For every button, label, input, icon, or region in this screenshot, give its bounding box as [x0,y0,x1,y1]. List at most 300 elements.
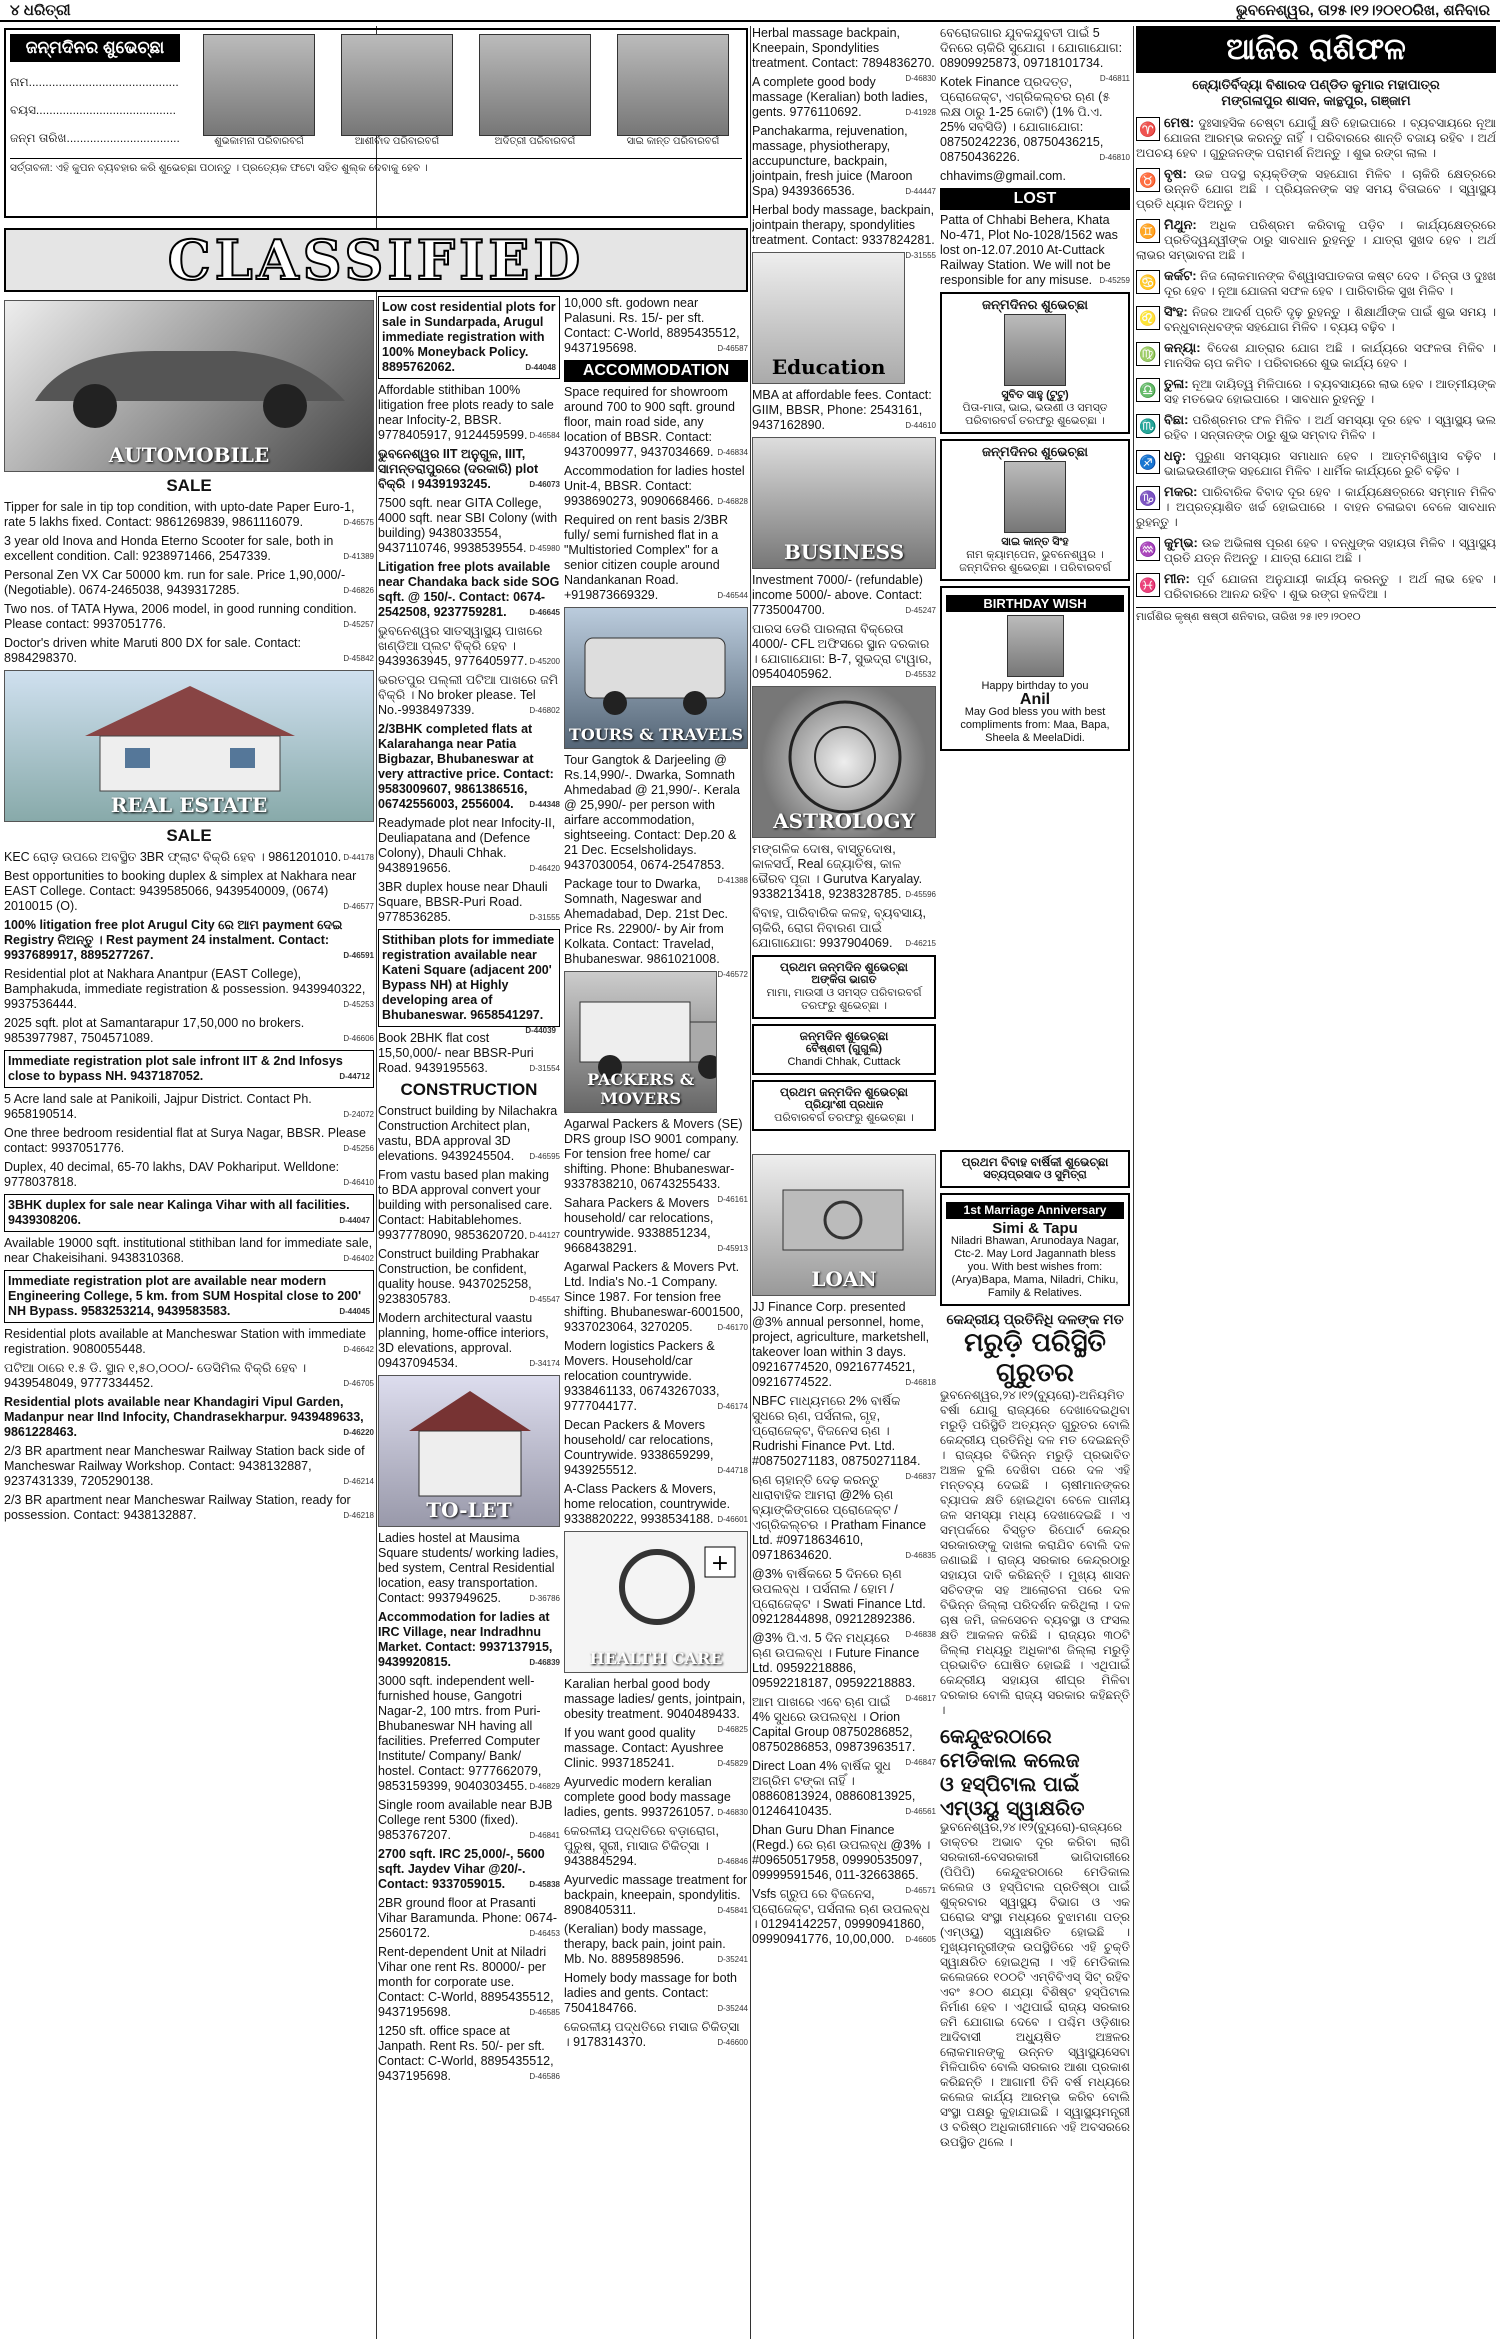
classified-ad [564,513,748,603]
ad-code: D-44048 [525,363,556,372]
ad-code: D-46846 [717,1857,748,1866]
ad-text: Residential plots available near Khandagiri Vipul Garden, Madanpur near IInd Infocity, Chandrasekharpur. 9439489633, 9861228463. [4,1395,364,1439]
classified-ad [4,534,374,564]
classified-ad [378,929,560,1035]
classified-ad [4,1444,374,1489]
rashi-entry [1136,340,1496,371]
ad-code: D-44178 [343,853,374,862]
realestate-banner [4,670,374,822]
ad-code: D-46841 [529,1831,560,1840]
classified-ad [378,1798,560,1843]
rashi-text: ପରିଶ୍ରମର ଫଳ ମିଳିବ । ଅର୍ଥ ସମସ୍ୟା ଦୂର ହେବ । ସ୍ୱାସ୍ଥ୍ୟ ଭଲ ରହିବ । ସନ୍ତାନଙ୍କ ଠାରୁ ଶୁଭ ସମ୍ବାଦ ମିଳିବ । [1164,413,1496,442]
tolet-label: TO-LET [426,1498,512,1522]
ad-code: D-45842 [343,654,374,663]
ad-text: Vsfs ଗ୍ରୁପ ରେ ବିଜନେସ, ପ୍ରୋଜେକ୍ଟ, ପର୍ସନାଲ ଋଣ ଉପଲବ୍ଧ । 01294142257, 09990941860, 09990941776, 10,00,000. [752,1887,930,1946]
coupon-field-date: ଜନ୍ମ ତାରିଖ.................................. [10,131,180,145]
story2-headline-1: କେନ୍ଦୁଝରଠାରେ ମେଡିକାଲ କଲେଜ [940,1724,1080,1772]
ad-text: Construct building Prabhakar Construction, be confident, quality house. 9437025258, 9238305783. [378,1247,540,1306]
column-2a [378,296,560,2336]
ad-text: Accommodation for ladies hostel Unit-4, BBSR. Contact: 9938690273, 9090668466. [564,464,745,508]
ad-text: Personal Zen VX Car 50000 km. run for sale. Price 1,90,000/- (Negotiable). 0674-2465038, 9439317285. [4,568,346,597]
ad-text: Litigation free plots available near Chandaka back side SOG sqft. @ 150/-. Contact: 0674-2542508, 9237759281. [378,560,560,619]
classified-ad [564,1922,748,1967]
ad-text: 2/3BHK completed flats at Kalarahanga near Patia Bigbazar, Bhubaneswar at very attractive price. Contact: 9583009607, 9861386516, 06742556003, 2556004. [378,722,554,811]
ad-text: ବିବାହ, ପାରିବାରିକ କଳହ, ବ୍ୟବସାୟ, ଚାକିରି, ରୋଗ ନିବାରଣ ପାଇଁ ଯୋଗାଯୋଗ: 9937904069. [752,906,927,950]
ad-code: D-31555 [529,913,560,922]
ad-code: D-45913 [717,1244,748,1253]
health-banner [564,1531,748,1673]
ad-code: D-44127 [529,1231,560,1240]
ad-text: Residential plot at Nakhara Anantpur (EAST College), Bamphakuda, immediate registration & possession. 9439940322, 9937536444. [4,967,366,1011]
loan-ads [752,1300,936,1947]
birthday-photo [1007,615,1064,677]
ad-text: Agarwal Packers & Movers Pvt. Ltd. India's No.-1 Company. Since 1987. For tension free shifting. Bhubaneswar-6001500, 9337023064, 3270205. [564,1260,744,1334]
ad-text: Tipper for sale in tip top condition, with upto-date Paper Euro-1, rate 5 lakhs fixed. Contact: 9861269839, 9861116079. [4,500,355,529]
classified-ad [564,1971,748,2016]
ad-text: Space required for showroom around 700 to 900 sqft. ground floor, main road side, any location of BBSR. Contact: 9437009977, 9437034669. [564,385,735,459]
ad-text: 7500 sqft. near GITA College, 4000 sqft. near SBI Colony (with building) 9438033554, 9437110746, 9938539554. [378,496,558,555]
greeting-name: ବୈଷ୍ଣବୀ (ଗୁଗୁଲି) [805,1043,883,1055]
ad-code: D-36786 [529,1594,560,1603]
ad-code: D-45253 [343,1000,374,1009]
ad-text: Best opportunities to booking duplex & simplex at Nakhara near EAST College. Contact: 9439585066, 9439540009, (0674) 2010015 (O). [4,869,357,913]
photo-caption: ଆଶୀର୍ବାଦ ପରିବାରବର୍ଗ [354,136,440,147]
classified-ad [4,568,374,598]
rashi-text: ବିଦେଶ ଯାତ୍ରାର ଯୋଗ ଅଛି । କାର୍ଯ୍ୟରେ ସଫଳତା ମିଳିବ । ମାନସିକ ଚାପ କମିବ । ପରିବାରରେ ଶୁଭ କାର୍ଯ୍ୟ ହେବ । [1164,341,1496,370]
ad-code: D-46220 [343,1428,374,1437]
classified-ad [4,500,374,530]
classified-ad [4,636,374,666]
date-line: ଭୁବନେଶ୍ୱର, ତା୨୫।୧୨।୨୦୧୦ରିଖ, ଶନିବାର [1235,1,1490,19]
sample-photo [479,34,591,152]
rashi-sign: ମେଷ: [1164,115,1195,130]
ad-code: D-46577 [343,902,374,911]
classified-ad [752,1300,936,1390]
ad-text: ଭୁବନେଶ୍ୱର ସାତସ୍ୱାସ୍ଥ୍ୟ ପାଖରେ ଖଣ୍ଡିଆ ପ୍ଲଟ ବିକ୍ରି ହେବ । 9439363945, 9776405977. [378,624,543,668]
ad-code: D-46214 [343,1477,374,1486]
wedding-names: ସତ୍ୟପ୍ରସାଦ ଓ ସୁମିତ୍ରା [983,1169,1087,1181]
ad-code: D-46705 [343,1379,374,1388]
ad-code: D-46585 [529,2008,560,2017]
ad-text: Decan Packers & Movers household/ car relocations, Countrywide. 9338659299, 9439255512. [564,1418,714,1477]
greeting-name: ପ୍ରିୟାଂଶୀ ପ୍ରଧାନ [804,1099,884,1111]
birthday-wish-box [940,586,1130,751]
photo-caption: ଶୁଭକାମନା ପରିବାରବର୍ଗ [214,136,304,147]
classified-ad [378,880,560,925]
money-icon [753,1160,936,1270]
ad-code: D-46571 [905,1886,936,1895]
lost-notice [940,213,1130,288]
greeting-message: ପରିବାରବର୍ଗ ତରଫରୁ ଶୁଭେଚ୍ଛା । [774,1112,914,1124]
rashifal-byline: ଜ୍ୟୋତିର୍ବିଦ୍ୟା ବିଶାରଦ ପଣ୍ଡିତ କୁମାର ମହାପାତ୍ର [1192,77,1440,92]
classified-ad [4,1160,374,1190]
rashi-sign: ମକର: [1164,484,1198,499]
greeting-name: ସୁବିତ ସାହୁ (ଟୁଟୁ) [1001,389,1069,401]
classified-ad [378,722,560,812]
ad-code: D-46601 [717,1515,748,1524]
rashifal-title: ଆଜିର ରାଶିଫଳ [1136,26,1496,73]
rashi-text: ନିଜର ଆଦର୍ଶ ପ୍ରତି ଦୃଢ଼ ରୁହନ୍ତୁ । ଶିକ୍ଷାର୍ଥୀଙ୍କ ପାଇଁ ଶୁଭ ସମୟ । ବନ୍ଧୁବାନ୍ଧବଙ୍କ ସହଯୋଗ ମିଳିବ । ବ୍ୟୟ ବଢ଼ିବ । [1164,305,1496,334]
classified-ad [564,464,748,509]
tolet-banner [378,1375,560,1527]
classified-ad [378,624,560,669]
photo-caption: ଅଦିତ୍ରୀ ପରିବାରବର୍ଗ [494,136,576,147]
ad-code: D-46575 [343,518,374,527]
ad-text: ପଟିଆ ଠାରେ ୧.୫ ଡି. ସ୍ଥାନ ୧,୫୦,୦୦୦/- ଡେସିମିଲ ବିକ୍ରି ହେବ । 9439548049, 9777334452. [4,1361,307,1390]
ad-text: କେରଳୀୟ ପଦ୍ଧତିରେ ମସାଜ ଚିକିତ୍ସା । 9178314370. [564,2020,740,2049]
rashi-sign: ସିଂହ: [1164,304,1188,319]
ad-text: One three bedroom residential flat at Surya Nagar, BBSR. Please contact: 9937051776. [4,1126,366,1155]
building-icon [379,1381,560,1501]
classified-ad [564,1339,748,1414]
ad-code: D-46402 [343,1254,374,1263]
rashi-entry [1136,535,1496,566]
ad-text: ବେରୋଜଗାର ଯୁବକଯୁବତୀ ପାଇଁ 5 ଦିନରେ ଚାକିରି ସୁଯୋଗ । ଯୋଗାଯୋଗ: 08909925873, 09718101734. [940,26,1123,70]
ad-code: D-46410 [343,1178,374,1187]
rashi-entry [1136,304,1496,335]
ad-code: D-46572 [717,970,748,979]
ad-text: Tour Gangtok & Darjeeling @ Rs.14,990/-. Dwarka, Somnath Ahmedabad @ 21,990/-. Kerala @ 25,990/- per person with airfare accommodation, sightseeing. Contact: Dep.20 & 21 Dec. Ecselsholidays. 9437030054, 0674-2547853. [564,753,740,872]
classified-ad [4,1236,374,1266]
ad-text: 2/3 BR apartment near Mancheswar Railway Station, ready for possession. Contact: 9438132887. [4,1493,351,1522]
classified-ad [752,906,936,951]
ad-text: JJ Finance Corp. presented @3% annual personnel, home, project, agriculture, marketshell, takeover loan within 3 days. 09216774520, 09216774521, 09216774522. [752,1300,930,1389]
classified-ad [564,385,748,460]
plot-ads [378,296,560,1076]
rashi-text: ଉଚ୍ଚ ଅଭିଳାଷ ପୂରଣ ହେବ । ବନ୍ଧୁଙ୍କ ସହାୟତା ମିଳିବ । ସ୍ୱାସ୍ଥ୍ୟ ପ୍ରତି ଯତ୍ନ ନିଅନ୍ତୁ । ଯାତ୍ରା ଯୋଗ ଅଛି । [1164,536,1496,565]
svg-text:+: + [710,1551,730,1576]
wedding-box [940,1150,1130,1188]
ad-code: D-46810 [1099,153,1130,162]
ad-code: D-46834 [717,448,748,457]
classified-ad [4,850,374,865]
greeting-title: ଜନ୍ମଦିନ ଶୁଭେଚ୍ଛା [799,1029,889,1043]
ad-text: 1250 sft. office space at Janpath. Rent Rs. 50/- per sft. Contact: C-World, 8895435512, 9437195698. [378,2024,554,2083]
ad-text: Herbal massage backpain, Kneepain, Spondylities treatment. Contact: 7894836270. [752,26,935,70]
ad-text: Homely body massage for both ladies and gents. Contact: 7504184766. [564,1971,738,2015]
classified-ad [378,383,560,443]
ad-code: D-44712 [339,1072,370,1081]
ad-code: D-44348 [529,800,560,809]
ad-code: D-41389 [343,552,374,561]
ad-text: Readymade plot near Infocity-II, Deuliapatana and (Defence Colony), Dhauli Chhak. 9438919656. [378,816,556,875]
construction-ads [378,1104,560,1371]
car-icon [5,311,374,441]
ad-text: A-Class Packers & Movers, home relocation, countrywide. 9338820222, 9938534188. [564,1482,731,1526]
rashifal-footer: ମାର୍ଗଶିର କୃଷ୍ଣ ଷଷ୍ଠୀ ଶନିବାର, ତାରିଖ ୨୫।୧୨।୨୦୧୦ [1136,607,1496,624]
ad-code: D-45838 [529,1880,560,1889]
story2-headline-2: ଓ ହସ୍ପିଟାଲ ପାଇଁ ଏମ୍‌ଓୟୁ ସ୍ୱାକ୍ଷରିତ [940,1772,1085,1820]
birthday-coupon [4,28,748,218]
birthday-msg: May God bless you with best compliments from: Maa, Bapa, Sheela & MeelaDidi. [960,706,1110,744]
ad-code: D-46420 [529,864,560,873]
ad-code: D-44039 [525,1026,556,1035]
ad-code: D-46170 [717,1323,748,1332]
ad-text: Book 2BHK flat cost 15,50,000/- near BBSR-Puri Road. 9439195563. [378,1031,534,1075]
ad-code: D-46818 [905,1378,936,1387]
business-ads [752,573,936,682]
classified-ad [564,1117,748,1204]
rashifal-column [1136,26,1496,2336]
realestate-label: REAL ESTATE [110,793,268,817]
classified-ad [564,1260,748,1335]
zodiac-sign-icon: ♉ [1136,168,1160,192]
realestate-ads [4,850,374,1523]
ad-code: D-45247 [905,606,936,615]
zodiac-sign-icon: ♏ [1136,414,1160,438]
education-banner [752,252,905,384]
greeting-photo [1004,461,1066,533]
finance-ads [940,26,1130,165]
ad-code: D-45532 [905,670,936,679]
anniversary-msg: Niladri Bhawan, Arunodaya Nagar, Ctc-2. May Lord Jagannath bless you. With best wishes from: (Arya)Bapa, Mama, Niladri, Chiku, Family & Relatives. [950,1235,1120,1299]
rashi-sign: କୁମ୍ଭ: [1164,535,1198,550]
ad-text: Investment 7000/- (refundable) income 5000/- above. Contact: 7735004700. [752,573,923,617]
ad-code: D-45256 [343,1144,374,1153]
ad-text: Herbal body massage, backpain, jointpain therapy, spondylities treatment. Contact: 9337824281. [752,203,935,247]
ad-text: Kotek Finance ପ୍ରଦତ୍ତ, ପ୍ରୋଜେକ୍ଟ, ଏଗ୍ରିକଲ୍ଚର ଋଣ (୫ ଲକ୍ଷ ଠାରୁ 1-25 କୋଟି) (1% ପି.ଏ. 25% ସବସିଡି) । ଯୋଗାଯୋଗ: 08750242236, 08750436215, 08750436226. [940,75,1111,164]
greeting-title: ଜନ୍ମଦିନର ଶୁଭେଚ୍ଛା [982,444,1088,459]
business-label: BUSINESS [783,540,905,564]
ad-text: 3000 sqft. independent well-furnished house, Gangotri Nagar-2, 100 mtrs. from Puri-Bhubaneswar NH having all facilities. Preferred Computer Institute/ Company/ Bank/ hostel. Contact: 9777662079, 9853159399, 9040303455. [378,1674,542,1793]
rashi-text: ଉଚ୍ଚ ପଦସ୍ଥ ବ୍ୟକ୍ତିଙ୍କ ସହଯୋଗ ମିଳିବ । ଚାକିରି କ୍ଷେତ୍ରରେ ଉନ୍ନତି ଯୋଗ ଅଛି । ପ୍ରିୟଜନଙ୍କ ସହ ସମୟ ବିତାଇବେ । ସ୍ୱାସ୍ଥ୍ୟ ପ୍ରତି ଧ୍ୟାନ ଦିଅନ୍ତୁ । [1136,167,1496,211]
rashi-entry [1136,217,1496,263]
ad-code: D-46645 [529,608,560,617]
ad-text: From vastu based plan making to BDA approval convert your building with personalised care. Contact: Habitablehomes. 9937778090, 9853620720. [378,1168,553,1242]
anniversary-names: Simi & Tapu [992,1220,1078,1237]
ad-code: D-46828 [717,497,748,506]
story1-headline: ମରୁଡ଼ି ପରିସ୍ଥିତି ଗୁରୁତର [964,1328,1106,1388]
classified-ad [378,1531,560,1606]
photo-caption: ସାଇ କାନ୍ତ ପରିବାରବର୍ଗ [626,136,720,147]
column-3a [752,26,936,1146]
anniversary-box [940,1193,1130,1306]
lost-text: Patta of Chhabi Behera, Khata No-471, Plot No-1028/1562 was lost on-12.07.2010 At-Cuttack Railway Station. We will not be responsible for any misuse. [940,213,1118,287]
wedding-heading: ପ୍ରଥମ ବିବାହ ବାର୍ଷିକୀ ଶୁଭେଚ୍ଛା [961,1155,1109,1169]
ad-text: 2BR ground floor at Prasanti Vihar Baramunda. Phone: 0674-2560172. [378,1896,558,1940]
rashi-text: ଅଧିକ ପରିଶ୍ରମ କରିବାକୁ ପଡ଼ିବ । କାର୍ଯ୍ୟକ୍ଷେତ୍ରରେ ପ୍ରତିଦ୍ୱନ୍ଦ୍ୱୀଙ୍କ ଠାରୁ ସାବଧାନ ରୁହନ୍ତୁ । ଯାତ୍ରା ସୁଖଦ ହେବ । ଅର୍ଥ ଲାଭର ସମ୍ଭାବନା ଅଛି । [1136,218,1496,262]
education-label: Education [771,355,886,379]
rashi-sign: ଧନୁ: [1164,448,1187,463]
tours-ads [564,753,748,979]
ad-code: D-46600 [717,2038,748,2047]
ad-code: D-46215 [905,939,936,948]
tours-banner [564,607,748,749]
accommodation-heading: ACCOMMODATION [564,360,748,382]
ad-code: D-46218 [343,1511,374,1520]
ad-text: ଭୁବନେଶ୍ୱର IIT ଅନୁଗୁଳ, IIIT, ସାମନ୍ତରାପୁରରେ (ଦରକାରି) plot ବିକ୍ରି । 9439193245. [378,447,539,491]
classified-ad [4,1493,374,1523]
ad-text: 10,000 sft. godown near Palasuni. Rs. 15/- per sft. Contact: C-World, 8895435512, 9437195698. [564,296,740,355]
anniversary-heading: 1st Marriage Anniversary [946,1202,1124,1219]
ad-text: (Keralian) body massage, therapy, back pain, joint pain. Mb. No. 8895898596. [564,1922,726,1966]
ad-code: D-45547 [529,1295,560,1304]
zodiac-sign-icon: ♊ [1136,219,1160,243]
classified-ad [4,918,374,963]
ad-text: Ladies hostel at Mausima Square students/ working ladies, bed system, Central Residential location, easy transportation. Contact: 9937949625. [378,1531,559,1605]
accommodation-ads [564,385,748,603]
movers-ads [564,1117,748,1527]
ad-code: D-44047 [339,1216,370,1225]
rashi-entry [1136,376,1496,407]
bus-icon [565,618,748,728]
ad-text: କେରଳୀୟ ପଦ୍ଧତିରେ ବଡ଼ାରୋଗ, ପୁରୁଷ, ସ୍ତ୍ରୀ, ମାସାଜ ଚିକିତ୍ସା । 9438845294. [564,1824,719,1868]
zodiac-sign-icon: ♐ [1136,450,1160,474]
automobile-label: AUTOMOBILE [108,443,270,467]
house-icon [5,676,374,796]
sample-photo [341,34,453,152]
classified-ad [564,1482,748,1527]
column-2b [564,296,748,2336]
rashi-sign: କର୍କଟ: [1164,268,1197,283]
classified-ad [4,602,374,632]
classified-ad [4,1126,374,1156]
greeting-box [940,439,1130,581]
ad-text: @3% ପି.ଏ. 5 ଦିନ ମଧ୍ୟରେ ଋଣ ଉପଲବ୍ଧ । Future Finance Ltd. 09592218886, 09592218187, 09592218883. [752,1631,920,1690]
ad-text: Stithiban plots for immediate registration available near Kateni Square (adjacent 200' Bypass NH) at Highly developing area of Bhubaneswar. 9658541297. [382,933,555,1022]
ad-code: D-34174 [529,1359,560,1368]
birthday-wish-heading: BIRTHDAY WISH [946,595,1124,612]
greeting-box [752,1080,936,1131]
ad-code: D-46561 [905,1807,936,1816]
classified-ad [378,1945,560,2020]
classified-ad [4,1194,374,1232]
ad-code: D-46830 [717,1808,748,1817]
ad-text: Rent-dependent Unit at Niladri Vihar one rent Rs. 80000/- per month for corporate use. Contact: C-World, 8895435512, 9437195698. [378,1945,554,2019]
classified-ad [752,842,936,902]
rashi-entry [1136,448,1496,479]
rashi-sign: କନ୍ୟା: [1164,340,1201,355]
ad-text: Two nos. of TATA Hywa, 2006 model, in good running condition. Please contact: 9937051776. [4,602,357,631]
loan-column [752,1150,936,2336]
health-label: HEALTH CARE [589,1649,723,1668]
ad-code: D-45841 [717,1906,748,1915]
classified-ad [564,2020,748,2050]
rashi-entry [1136,166,1496,212]
classified-ad [752,388,936,433]
rashi-sign: ବୃଷ: [1164,166,1187,181]
coupon-title: ଜନ୍ମଦିନର ଶୁଭେଚ୍ଛା [10,34,180,62]
greeting-message: ପିତା-ମାତା, ଭାଇ, ଭଉଣୀ ଓ ସମସ୍ତ ପରିବାରବର୍ଗ ତରଫରୁ ଶୁଭେଚ୍ଛା । [962,402,1108,427]
classified-ad [564,1873,748,1918]
ad-code: D-45596 [905,890,936,899]
greetings-list [940,292,1130,751]
classified-ad [752,203,936,260]
classified-ad [752,124,936,199]
classified-ad [378,1104,560,1164]
classified-ad [378,447,560,492]
movers-label: PACKERS & MOVERS [587,1070,695,1108]
classified-ad [564,877,748,979]
ad-code: D-44610 [905,421,936,430]
classified-ad [564,1677,748,1734]
ad-text: Direct Loan 4% ବାର୍ଷିକ ସୁଧ ଅଗ୍ରିମ ଟଙ୍କା ନାହିଁ । 08860813924, 08860813925, 01246410435. [752,1759,916,1818]
zodiac-sign-icon: ♑ [1136,486,1160,510]
ad-text: Modern architectural vaastu planning, home-office interiors, 3D elevations, approval. 09437094534. [378,1311,549,1370]
ad-code: D-44447 [905,187,936,196]
classified-ad [4,1361,374,1391]
re-sale-heading: SALE [166,826,212,845]
ad-code: D-45980 [529,544,560,553]
ad-text: If you want good quality massage. Contact: Ayushree Clinic. 9937185241. [564,1726,724,1770]
rashi-entry [1136,484,1496,530]
classified-ad [378,1847,560,1892]
ad-code: D-24072 [343,1110,374,1119]
classified-ad [378,673,560,718]
classified-ad [4,967,374,1012]
ad-text: Duplex, 40 decimal, 65-70 lakhs, DAV Pokhariput. Welldone: 9778037818. [4,1160,340,1189]
ad-text: Available 19000 sqft. institutional stithiban land for immediate sale, near Chakeisihani. 9438310368. [4,1236,373,1265]
ad-code: D-46825 [717,1725,748,1734]
ad-text: Immediate registration plot are available near modern Engineering College, 5 km. from SUM Hospital close to 200' NH Bypass. 9583253214, 9439583583. [8,1274,362,1318]
lost-heading: LOST [940,188,1130,210]
classified-ad [564,296,748,356]
ad-text: Panchakarma, rejuvenation, massage, physiotherapy, accupuncture, backpain, jointpain, fresh juice (Maroon Spa) 9439366536. [752,124,913,198]
classified-ad [752,1823,936,1895]
classified-ad [378,1674,560,1794]
greeting-title: ପ୍ରଥମ ଜନ୍ମଦିନ ଶୁଭେଚ୍ଛା [779,1085,908,1099]
ad-code: D-31555 [905,251,936,260]
ad-text: 2025 sqft. plot at Samantarapur 17,50,000 no brokers. 9853977987, 7504571089. [4,1016,305,1045]
ad-text: NBFC ମାଧ୍ୟମରେ 2% ବାର୍ଷିକ ସୁଧରେ ଋଣ, ପର୍ସନାଲ, ଗୃହ, ପ୍ରୋଜେକ୍ଟ, ବିଜନେସ ଋଣ । Rudrishi Finance Pvt. Ltd. #08750271183, 08750271184. [752,1394,921,1468]
coupon-field-name: ନାମ............................................. [10,75,179,89]
birthday-name: Anil [1019,691,1051,708]
birthday-line: Happy birthday to you [981,680,1089,692]
ad-text: ପାରସ ଡେରି ପାରଲାନା ବିକ୍ରେତା 4000/- CFL ଅଫିସରେ ସ୍ଥାନ ଦରକାର । ଯୋଗାଯୋଗ: B-7, ସୁଭଦ୍ରା ଟାୱାର, 09540405962. [752,622,932,681]
ad-text: Package tour to Dwarka, Somnath, Nageswar and Ahemadabad, Dep. 21st Dec. Price Rs. 22900/- by Air from Kolkata. Contact: Travelad, Bhubaneswar. 9861021008. [564,877,728,966]
zodiac-sign-icon: ♍ [1136,342,1160,366]
ad-text: KEC ରୋଡ଼ ଉପରେ ଅବସ୍ଥିତ 3BR ଫ୍ଲାଟ ବିକ୍ରି ହେବ । 9861201010. [4,850,342,864]
loan-label: LOAN [811,1267,877,1291]
classified-ad [378,816,560,876]
story1-kicker: କେନ୍ଦ୍ରୀୟ ପ୍ରତିନିଧି ଦଳଙ୍କ ମତ [946,1311,1124,1327]
business-banner [752,437,936,569]
rashi-sign: ବିଛା: [1164,412,1189,427]
ad-text: Dhan Guru Dhan Finance (Regd.) ରେ ଋଣ ଉପଲବ୍ଧ @3% । #09650517958, 09990535097, 09999591546, 011-32663865. [752,1823,931,1882]
greeting-name: ସାଇ କାନ୍ତ ସିଂହ [1001,536,1069,548]
ad-text: Ayurvedic modern keralian complete good body massage ladies, gents. 9937261057. [564,1775,731,1819]
classified-ad [378,496,560,556]
ad-code: D-31554 [529,1064,560,1073]
rashi-sign: ତୁଳା: [1164,376,1189,391]
classified-ad [378,1896,560,1941]
ad-text: Agarwal Packers & Movers (SE) DRS group ISO 9001 company. For tension free home/ car shifting. Phone: Bhubaneswar- 9337838210, 06743255433. [564,1117,743,1191]
ad-code: D-45259 [1099,276,1130,285]
rashifal-address: ମଙ୍ଗଳାପୁର ଶାସନ, କାନ୍ଥପୁର, ଗଞ୍ଜାମ [1221,93,1411,108]
classified-ad [4,1395,374,1440]
automobile-banner [4,300,374,472]
ad-code: D-46174 [717,1402,748,1411]
rashi-entry [1136,115,1496,161]
sale-heading: SALE [166,476,212,495]
ad-text: Doctor's driven white Maruti 800 DX for sale. Contact: 8984298370. [4,636,301,665]
ad-text: Low cost residential plots for sale in Sundarpada, Arugul immediate registration with 100% Moneyback Policy. 8895762062. [382,300,556,374]
astrology-banner [752,686,936,838]
rashi-sign: ମିଥୁନ: [1164,217,1197,232]
zodiac-sign-icon: ♒ [1136,537,1160,561]
classified-ad [564,1775,748,1820]
greeting-title: ଜନ୍ମଦିନର ଶୁଭେଚ୍ଛା [982,297,1088,312]
zodiac-wheel-icon [753,692,936,822]
coupon-note: ସର୍ତ୍ତାବଳୀ: ଏହି କୁପନ ବ୍ୟବହାର କରି ଶୁଭେଚ୍ଛା ପଠାନ୍ତୁ । ପ୍ରତ୍ୟେକ ଫଟୋ ସହିତ ଶୁଲ୍କ ଦେବାକୁ ହେବ । [10,158,742,175]
ad-code: D-46802 [529,706,560,715]
greeting-message: ନାମ କ୍ୟାମ୍ପେନ, ଭୁବନେଶ୍ୱର । ଜନ୍ମଦିନର ଶୁଭେଚ୍ଛା । ପରିବାରବର୍ଗ [959,549,1111,574]
rashi-text: ନୂଆ ଦାୟିତ୍ୱ ମିଳିପାରେ । ବ୍ୟବସାୟରେ ଲାଭ ହେବ । ଆତ୍ମୀୟଙ୍କ ସହ ମତଭେଦ ହୋଇପାରେ । ସାବଧାନ ରୁହନ୍ତୁ । [1164,377,1496,406]
story1-body: ଭୁବନେଶ୍ୱର,୨୪।୧୨(ବ୍ୟୁରୋ)-ଅନିୟମିତ ବର୍ଷା ଯୋଗୁ ରାଜ୍ୟରେ ଦେଖାଦେଇଥିବା ମରୁଡ଼ି ପରିସ୍ଥିତି ଅତ୍ୟନ୍ତ ଗୁରୁତର ବୋଲି କେନ୍ଦ୍ରୀୟ ପ୍ରତିନିଧି ଦଳ ମତ ଦେଇଛନ୍ତି । ରାଜ୍ୟର ବିଭିନ୍ନ ମରୁଡ଼ି ପ୍ରଭାବିତ ଅଞ୍ଚଳ ବୁଲି ଦେଖିବା ପରେ ଦଳ ଏହି ମନ୍ତବ୍ୟ ଦେଇଛି । ଚାଷୀମାନଙ୍କର ବ୍ୟାପକ କ୍ଷତି ହୋଇଥିବା ବେଳେ ପାନୀୟ ଜଳ ସମସ୍ୟା ମଧ୍ୟ ଦେଖାଦେଇଛି । ଏ ସମ୍ପର୍କରେ ବିସ୍ତୃତ ରିପୋର୍ଟ କେନ୍ଦ୍ର ସରକାରଙ୍କୁ ଦାଖଲ କରାଯିବ ବୋଲି ଦଳ ଜଣାଇଛି । ରାଜ୍ୟ ସରକାର କେନ୍ଦ୍ରଠାରୁ ସହାୟତା ଦାବି କରିଛନ୍ତି । ମୁଖ୍ୟ ଶାସନ ସଚିବଙ୍କ ସହ ଆଲୋଚନା ପରେ ଦଳ ବିଭିନ୍ନ ଜିଲ୍ଲା ପରିଦର୍ଶନ କରିଥିଲା । ଦଳ ଚାଷ ଜମି, ଜଳସେଚନ ବ୍ୟବସ୍ଥା ଓ ଫସଲ କ୍ଷତି ଆକଳନ କରିଛି । ରାଜ୍ୟର ୩୦ଟି ଜିଲ୍ଲା ମଧ୍ୟରୁ ଅଧିକାଂଶ ଜିଲ୍ଲା ମରୁଡ଼ି ପ୍ରଭାବିତ ଘୋଷିତ ହୋଇଛି । ଏଥିପାଇଁ କେନ୍ଦ୍ରୀୟ ସହାୟତା ଶୀଘ୍ର ମିଳିବା ଦରକାର ବୋଲି ରାଜ୍ୟ ସରକାର କହିଛନ୍ତି । [940,1388,1130,1717]
ad-code: D-46073 [529,480,560,489]
rashi-text: ଦୁଃସାହସିକ ଚେଷ୍ଟା ଯୋଗୁଁ କ୍ଷତି ହୋଇପାରେ । ବ୍ୟବସାୟରେ ନୂଆ ଯୋଜନା ଆରମ୍ଭ କରନ୍ତୁ ନାହିଁ । ପରିବାରରେ ଶାନ୍ତି ବଜାୟ ରହିବ । ଅର୍ଥ ଅପଚୟ ହେବ । ଗୁରୁଜନଙ୍କ ପରାମର୍ଶ ନିଅନ୍ତୁ । ଶୁଭ ରଙ୍ଗ ଲାଲ । [1136,116,1496,160]
ad-code: D-46591 [343,951,374,960]
